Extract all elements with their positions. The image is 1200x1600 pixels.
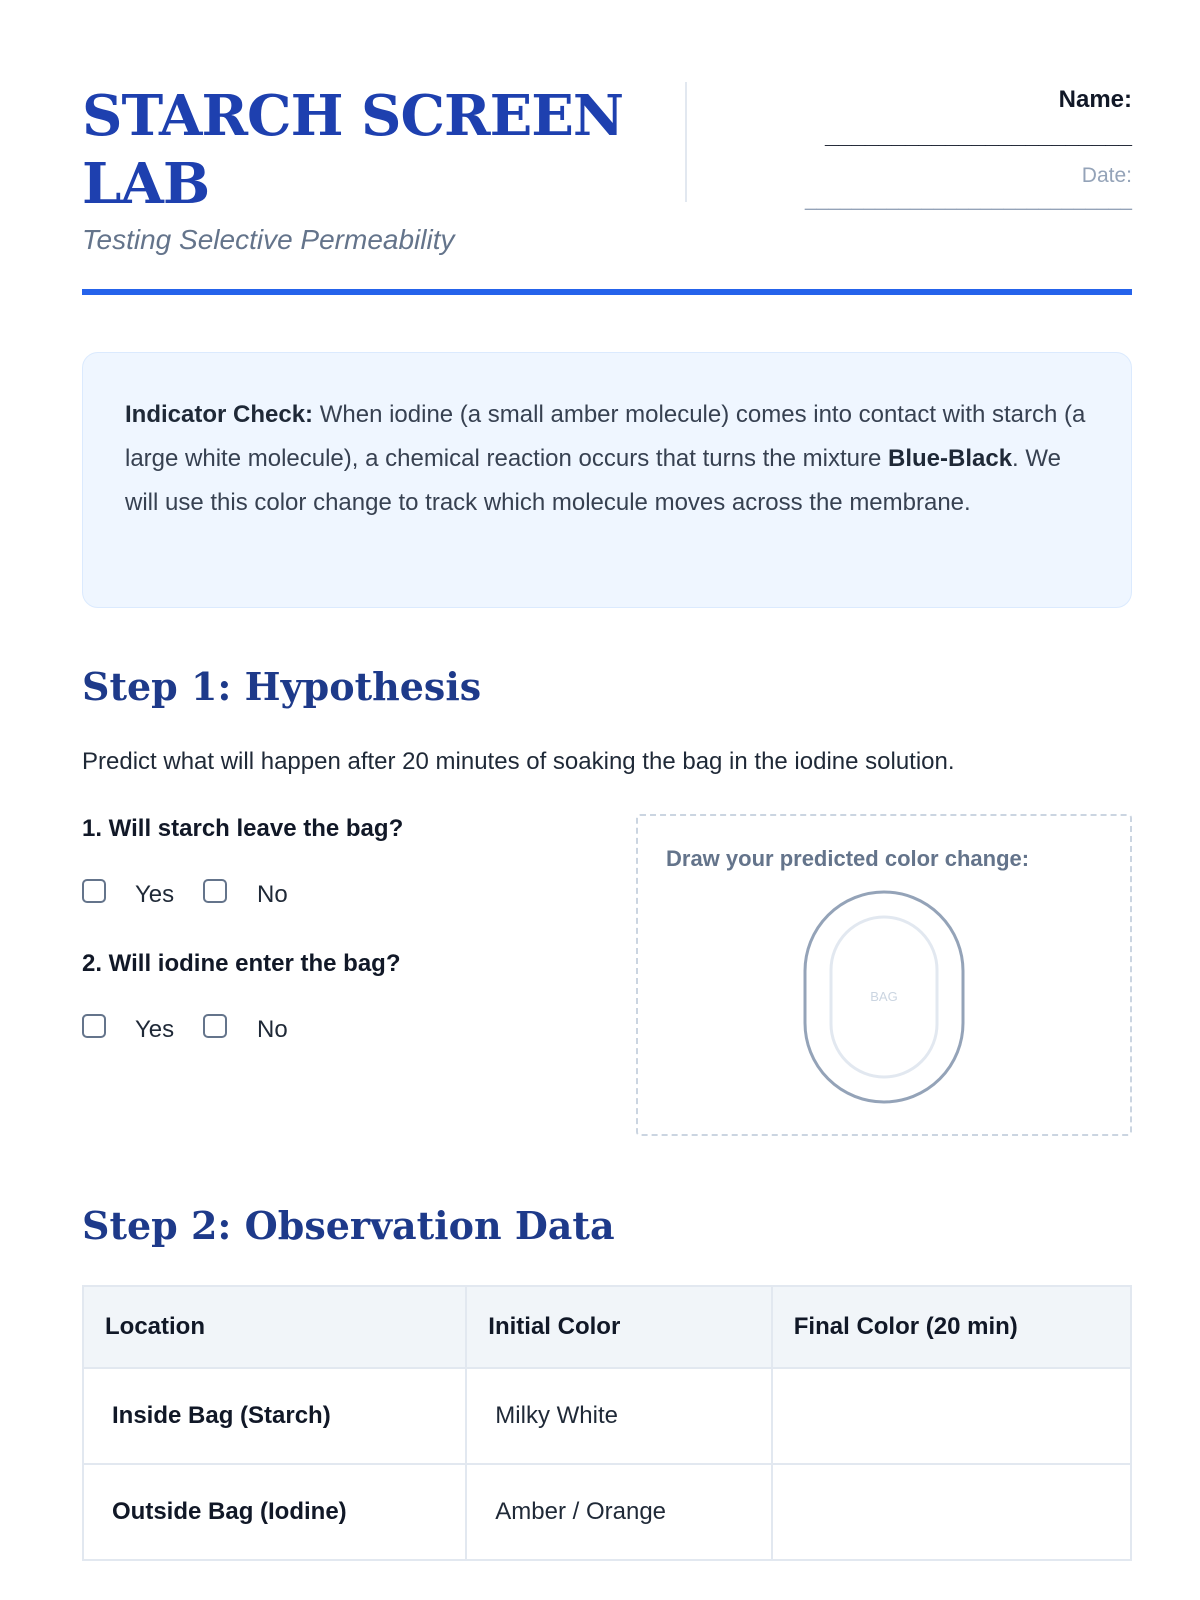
row-1-location: Inside Bag (Starch): [83, 1368, 466, 1464]
info-text-2: . We will use this color change to track which molecule moves across the membrane.: [125, 445, 1061, 516]
column-header-final-color: Final Color (20 min): [772, 1286, 1131, 1368]
date-row: [772, 164, 1132, 212]
q1-yes-label: Yes: [135, 881, 175, 908]
q2-no-checkbox[interactable]: [203, 1014, 227, 1038]
step1-heading: Step 1: Hypothesis: [82, 664, 482, 709]
prediction-drawing-area[interactable]: [636, 814, 1132, 1136]
question-1: 1. Will starch leave the bag?: [82, 815, 404, 842]
title-line-2: LAB: [82, 151, 210, 217]
step2-heading: Step 2: Observation Data: [82, 1203, 615, 1248]
date-field[interactable]: ____________________________: [804, 188, 1132, 211]
table-header-row: [83, 1286, 1131, 1368]
title-line-1: STARCH SCREEN: [82, 83, 624, 149]
q1-yes-checkbox[interactable]: [82, 879, 106, 903]
indicator-info-box: [82, 352, 1132, 608]
column-header-initial-color: Initial Color: [466, 1286, 771, 1368]
observation-table: [82, 1285, 1132, 1561]
page-title: [82, 82, 642, 218]
name-field[interactable]: _______________________: [825, 122, 1132, 149]
name-label: Name:: [1058, 86, 1132, 113]
info-text-1: When iodine (a small amber molecule) comes into contact with starch (a large white molecule), a chemical reaction occurs that turns the mixture: [125, 401, 1086, 472]
column-header-location: Location: [83, 1286, 466, 1368]
info-lead: Indicator Check:: [125, 401, 314, 428]
table-row: [83, 1368, 1131, 1464]
q1-no-checkbox[interactable]: [203, 879, 227, 903]
row-2-location: Outside Bag (Iodine): [83, 1464, 466, 1560]
question-2: 2. Will iodine enter the bag?: [82, 950, 401, 977]
header-divider: [685, 82, 687, 202]
bag-diagram: [638, 816, 1134, 1138]
row-2-initial-color: Amber / Orange: [466, 1464, 771, 1560]
row-1-final-color-field[interactable]: [772, 1368, 1131, 1464]
q2-yes-label: Yes: [135, 1016, 175, 1043]
header-rule: [82, 289, 1132, 295]
q1-no-label: No: [257, 881, 288, 908]
q2-yes-checkbox[interactable]: [82, 1014, 106, 1038]
info-emphasis: Blue-Black: [888, 445, 1013, 472]
name-date-block: [772, 86, 1132, 212]
q2-no-label: No: [257, 1016, 288, 1043]
date-label: Date:: [1081, 164, 1132, 187]
table-row: [83, 1464, 1131, 1560]
draw-label: Draw your predicted color change:: [666, 846, 1030, 871]
bag-label: BAG: [870, 989, 898, 1004]
page-subtitle: Testing Selective Permeability: [82, 224, 455, 255]
row-2-final-color-field[interactable]: [772, 1464, 1131, 1560]
title-block: [82, 82, 642, 256]
row-1-initial-color: Milky White: [466, 1368, 771, 1464]
worksheet-page: [82, 0, 1132, 1600]
step1-intro: Predict what will happen after 20 minutes of soaking the bag in the iodine solution.: [82, 748, 955, 775]
